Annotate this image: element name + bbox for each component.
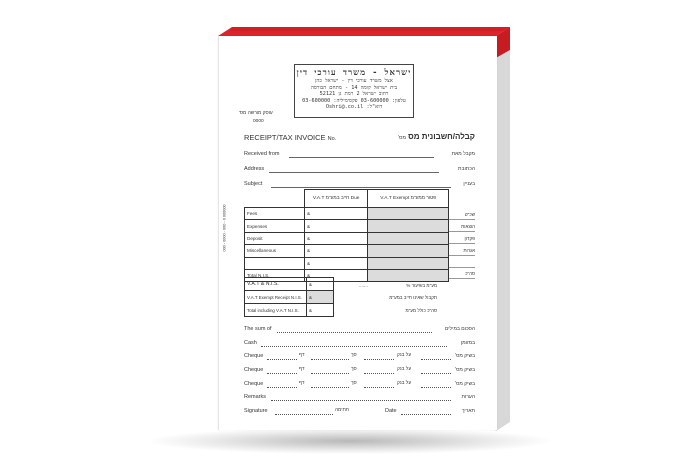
osek-label: עוסק מורשה מס' <box>239 111 273 116</box>
stamp-heading: ישראל - משרד עורכי דין <box>296 68 412 78</box>
summary-amount[interactable]: & <box>307 278 334 291</box>
stamp-line: אצל משרד עורכי דין - ישראל כהן <box>315 78 393 84</box>
row-label <box>245 257 305 269</box>
cheque-page-label: דף <box>299 367 305 372</box>
date-label: Date <box>385 408 397 414</box>
remarks-label-he: הערות <box>461 394 475 400</box>
table-row <box>245 245 449 257</box>
cheque-label: Cheque <box>244 367 264 373</box>
row-label-he: שכ"ט <box>464 212 475 217</box>
summary-label: V.A.T Exempt Receipt N.I.S. <box>245 291 307 304</box>
cheque-bank-label: על בנק <box>397 381 412 386</box>
date-field[interactable] <box>401 414 451 415</box>
row-amount-due[interactable]: & <box>304 232 367 244</box>
cheque-page-field[interactable] <box>267 359 297 360</box>
vat-rate-dots: ....... <box>359 283 368 288</box>
pad-side-right <box>496 50 510 431</box>
row-label-he: הוצאות <box>461 224 475 229</box>
cheque-label: Cheque <box>244 381 264 387</box>
row-label: Total N.I.S. <box>245 269 305 281</box>
row-amount-exempt[interactable] <box>368 269 449 281</box>
summary-amount[interactable]: & <box>307 304 334 317</box>
cheque-bank-field[interactable] <box>364 373 394 374</box>
stamp-line: רחוב ישראל 2 רמת גן 52121 <box>319 91 389 98</box>
cash-field[interactable] <box>261 346 447 347</box>
signature-label: Signature <box>244 408 268 414</box>
row-amount-exempt[interactable] <box>368 208 449 220</box>
row-amount-exempt[interactable] <box>368 232 449 244</box>
summary-row <box>245 304 334 317</box>
row-amount-exempt[interactable] <box>368 245 449 257</box>
summary-row <box>245 278 334 291</box>
date-label-he: תאריך <box>461 408 475 414</box>
office-stamp <box>294 64 414 118</box>
summary-row <box>245 291 334 304</box>
row-amount-exempt[interactable] <box>368 257 449 269</box>
received-from-label-he: מקבל מאת <box>451 151 475 157</box>
cheque-bank-field[interactable] <box>364 387 394 388</box>
summary-label: V.A.T & N.I.S. <box>245 278 307 291</box>
cheque-bank-label: על בנק <box>397 353 412 358</box>
total-label-he: סה"כ כולל מע"מ <box>405 308 437 313</box>
cheque-page-field[interactable] <box>267 373 297 374</box>
cheque-label-he: בשיק מס' <box>455 353 475 359</box>
row-label: Fees <box>245 208 305 220</box>
cheque-number-field[interactable] <box>421 387 451 388</box>
title-en: RECEIPT/TAX INVOICE No. <box>244 133 337 142</box>
receipt-sheet <box>218 36 497 430</box>
cheque-number-field[interactable] <box>421 373 451 374</box>
row-label: Expenses <box>245 220 305 232</box>
table-row <box>245 208 449 220</box>
cheque-label-he: בשיק מס' <box>455 367 475 373</box>
cheque-amount-field[interactable] <box>311 373 349 374</box>
cheque-page-field[interactable] <box>267 387 297 388</box>
cheque-bank-label: על בנק <box>397 367 412 372</box>
row-amount-due[interactable]: & <box>304 257 367 269</box>
cheque-amount-field[interactable] <box>311 359 349 360</box>
row-amount-exempt[interactable] <box>368 220 449 232</box>
row-label-he: אגרות <box>463 248 475 253</box>
table-row <box>245 257 449 269</box>
vat-rate-label-he: מע"מ בשיעור % <box>406 283 437 288</box>
amounts-table <box>244 189 449 282</box>
subject-label-he: בעניין <box>463 181 475 187</box>
remarks-field[interactable] <box>271 400 451 401</box>
cheque-bank-field[interactable] <box>364 359 394 360</box>
cheque-label: Cheque <box>244 353 264 359</box>
pad-top-binding-shade <box>230 27 510 31</box>
stamp-line: דוא"ל: Oshri@.co.il <box>325 104 383 111</box>
row-amount-due[interactable]: & <box>304 245 367 257</box>
cash-label-he: במזומן <box>460 340 475 346</box>
row-amount-due[interactable]: & <box>304 220 367 232</box>
subject-field[interactable] <box>271 187 451 188</box>
summary-label: Total including V.A.T N.I.S. <box>245 304 307 317</box>
cheque-amount-field[interactable] <box>311 387 349 388</box>
cash-label: Cash <box>244 340 257 346</box>
stamp-line: טלפון: 03-600000 פקסימיליה: 03-600000 <box>302 97 406 104</box>
signature-field[interactable] <box>275 414 333 415</box>
row-amount-due[interactable]: & <box>304 269 367 281</box>
address-label-he: הכתובת <box>458 166 475 172</box>
cheque-number-field[interactable] <box>421 359 451 360</box>
summary-table <box>244 277 334 317</box>
cheque-amount-label: סך <box>351 381 357 386</box>
cheque-amount-label: סך <box>351 353 357 358</box>
address-label: Address <box>244 166 265 172</box>
table-row <box>245 220 449 232</box>
col-vat-exempt: V.A.T Exempt פטור ממע"מ <box>368 190 449 208</box>
sum-field[interactable] <box>277 332 432 333</box>
sum-label: The sum of <box>244 326 272 332</box>
row-label: Miscellaneous <box>245 245 305 257</box>
address-field[interactable] <box>269 172 439 173</box>
osek-number: 0000 <box>253 119 264 124</box>
sum-label-he: הסכום במילים <box>444 326 475 332</box>
table-header-row <box>245 190 449 208</box>
cheque-page-label: דף <box>299 353 305 358</box>
signature-label-he: חתימה <box>335 408 349 413</box>
cheque-amount-label: סך <box>351 367 357 372</box>
vertical-note: 000 - 0000 - 000 - 0 000000 <box>222 204 227 252</box>
cheque-label-he: בשיק מס' <box>455 381 475 387</box>
stamp-line: בית ישראל קומה 14 - מתחם הבורסה <box>310 84 398 91</box>
row-amount-due[interactable]: & <box>304 208 367 220</box>
row-label-he: סה"כ <box>465 271 475 276</box>
subject-label: Subject <box>244 181 263 187</box>
cheque-page-label: דף <box>299 381 305 386</box>
table-row <box>245 232 449 244</box>
row-label-he: פקדון <box>464 236 475 241</box>
col-vat-due: V.A.T חייב במע"מ Due <box>304 190 367 208</box>
exempt-label-he: תקבול שאינו חייב במע"מ <box>389 295 437 300</box>
received-from-field[interactable] <box>289 157 434 158</box>
received-from-label: Received from <box>244 151 280 157</box>
title-he: קבלה/חשבונית מס מס' <box>398 132 475 141</box>
row-label: Deposit <box>245 232 305 244</box>
summary-amount[interactable]: & <box>307 291 334 304</box>
remarks-label: Remarks <box>244 394 267 400</box>
